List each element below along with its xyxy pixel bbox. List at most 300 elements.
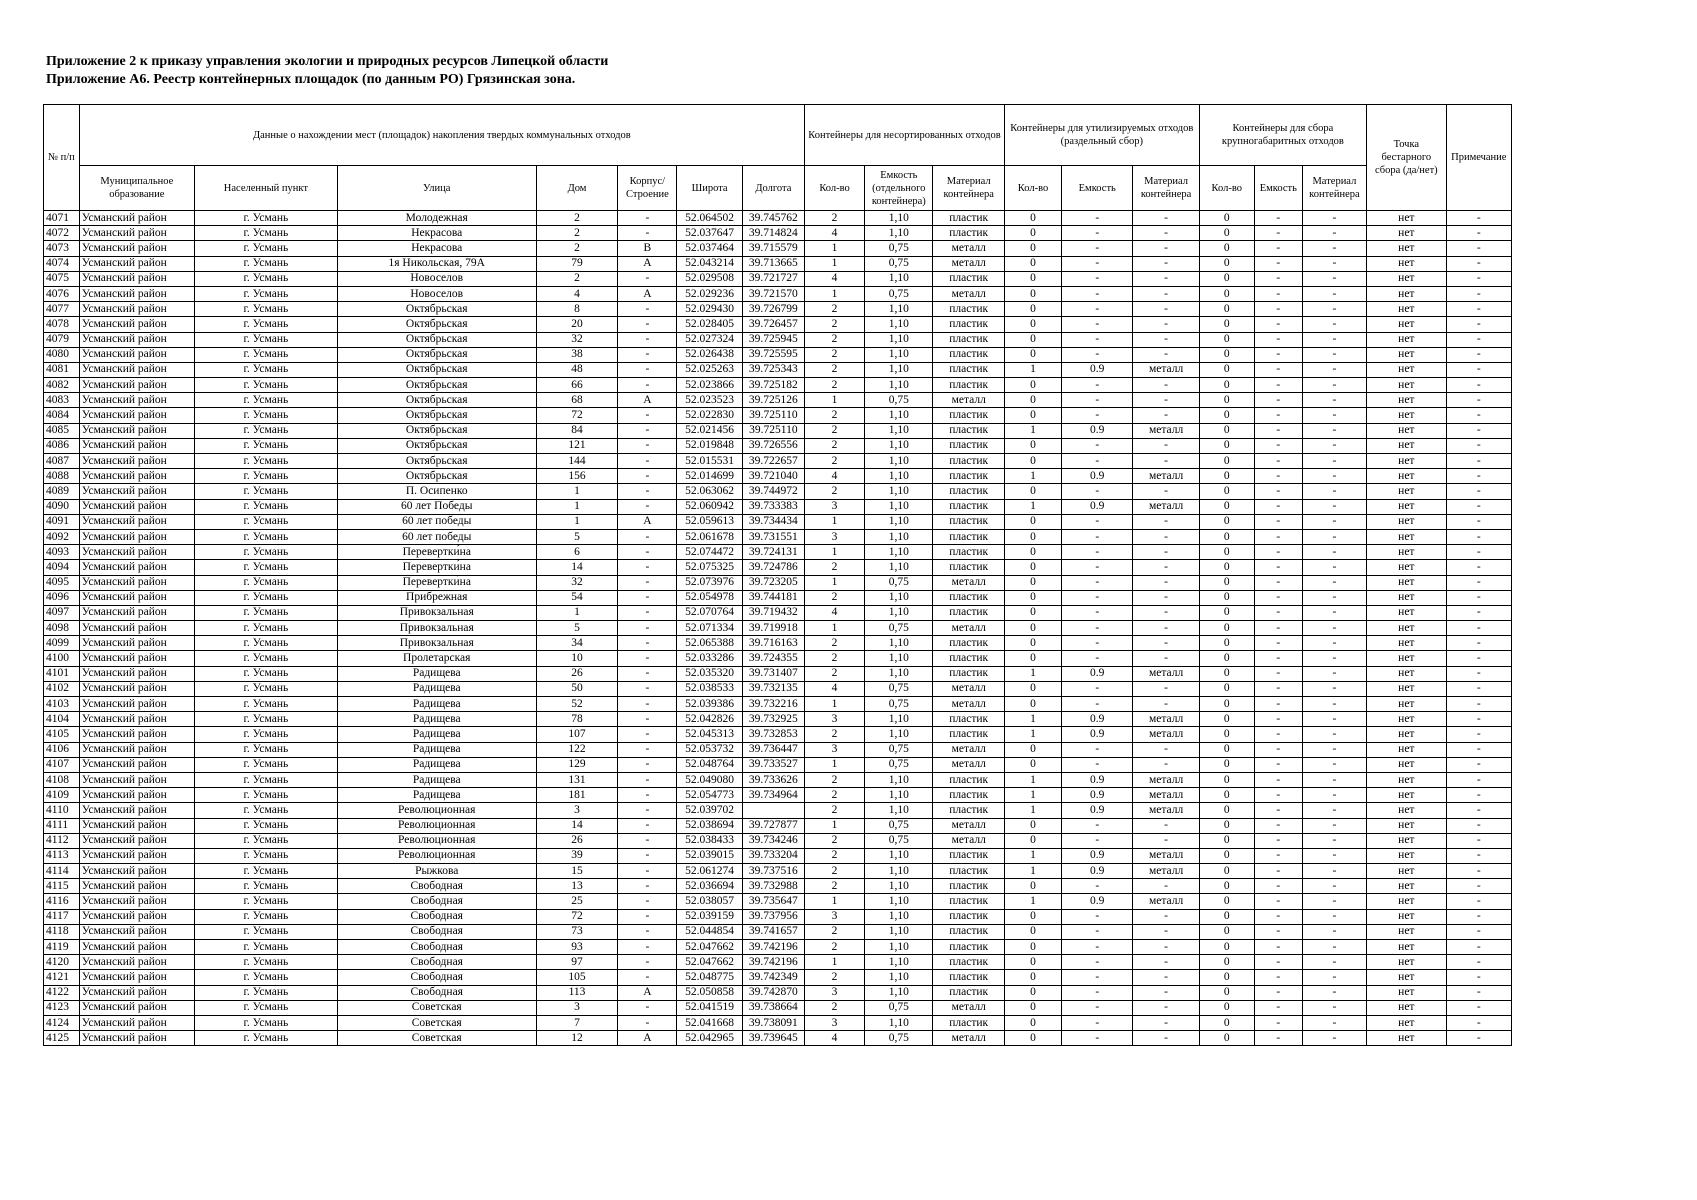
unsorted-capacity-cell: 1,10 [865, 955, 933, 970]
municipality-cell: Усманский район [79, 226, 194, 241]
bulky-material-cell: - [1302, 727, 1366, 742]
recyclable-material-cell: - [1133, 560, 1199, 575]
recyclable-capacity-cell: - [1062, 529, 1133, 544]
settlement-cell: г. Усмань [194, 454, 337, 469]
longitude-cell: 39.739645 [742, 1031, 804, 1046]
bulky-material-cell: - [1302, 529, 1366, 544]
unsorted-capacity-cell: 0,75 [865, 256, 933, 271]
house-cell: 78 [536, 712, 618, 727]
longitude-cell: 39.732925 [742, 712, 804, 727]
bulky-count-cell: 0 [1199, 833, 1254, 848]
settlement-cell: г. Усмань [194, 697, 337, 712]
unsorted-count-cell: 1 [804, 697, 864, 712]
unsorted-count-cell: 4 [804, 271, 864, 286]
municipality-cell: Усманский район [79, 666, 194, 681]
bulky-material-cell: - [1302, 469, 1366, 484]
header-bulky-group: Контейнеры для сбора крупногабаритных отходов [1199, 105, 1366, 166]
unsorted-material-cell: пластик [933, 909, 1004, 924]
latitude-cell: 52.022830 [677, 408, 742, 423]
house-cell: 2 [536, 226, 618, 241]
containerless-point-cell: нет [1367, 241, 1447, 256]
table-row [44, 940, 1512, 955]
note-cell: - [1446, 302, 1511, 317]
recyclable-material-cell: - [1133, 484, 1199, 499]
recyclable-capacity-cell: - [1062, 302, 1133, 317]
containerless-point-cell: нет [1367, 621, 1447, 636]
municipality-cell: Усманский район [79, 955, 194, 970]
containerless-point-cell: нет [1367, 788, 1447, 803]
table-row [44, 681, 1512, 696]
note-cell: - [1446, 438, 1511, 453]
bulky-count-cell: 0 [1199, 1031, 1254, 1046]
recyclable-material-cell: - [1133, 833, 1199, 848]
unsorted-capacity-cell: 0,75 [865, 757, 933, 772]
table-row [44, 985, 1512, 1000]
note-cell: - [1446, 393, 1511, 408]
unsorted-material-cell: пластик [933, 423, 1004, 438]
unsorted-count-cell: 2 [804, 1000, 864, 1015]
bulky-material-cell: - [1302, 985, 1366, 1000]
unsorted-count-cell: 3 [804, 1015, 864, 1030]
recyclable-capacity-cell: - [1062, 286, 1133, 301]
municipality-cell: Усманский район [79, 378, 194, 393]
recyclable-count-cell: 0 [1004, 833, 1061, 848]
latitude-cell: 52.037464 [677, 241, 742, 256]
street-cell: Рыжкова [337, 864, 536, 879]
unsorted-material-cell: пластик [933, 940, 1004, 955]
unsorted-count-cell: 1 [804, 286, 864, 301]
longitude-cell: 39.733626 [742, 772, 804, 787]
bulky-capacity-cell: - [1254, 226, 1302, 241]
unsorted-count-cell: 1 [804, 393, 864, 408]
building-cell: В [618, 241, 677, 256]
recyclable-capacity-cell: 0.9 [1062, 423, 1133, 438]
building-cell: - [618, 347, 677, 362]
row-number-cell: 4073 [44, 241, 80, 256]
unsorted-count-cell: 2 [804, 454, 864, 469]
latitude-cell: 52.042965 [677, 1031, 742, 1046]
bulky-capacity-cell: - [1254, 924, 1302, 939]
bulky-material-cell: - [1302, 302, 1366, 317]
bulky-material-cell: - [1302, 378, 1366, 393]
longitude-cell: 39.724131 [742, 545, 804, 560]
header-latitude: Широта [677, 166, 742, 211]
row-number-cell: 4074 [44, 256, 80, 271]
latitude-cell: 52.043214 [677, 256, 742, 271]
note-cell: - [1446, 560, 1511, 575]
unsorted-material-cell: пластик [933, 408, 1004, 423]
bulky-material-cell: - [1302, 651, 1366, 666]
latitude-cell: 52.035320 [677, 666, 742, 681]
unsorted-material-cell: пластик [933, 970, 1004, 985]
latitude-cell: 52.048764 [677, 757, 742, 772]
municipality-cell: Усманский район [79, 940, 194, 955]
longitude-cell: 39.716163 [742, 636, 804, 651]
recyclable-material-cell: - [1133, 605, 1199, 620]
building-cell: - [618, 302, 677, 317]
recyclable-capacity-cell: 0.9 [1062, 788, 1133, 803]
settlement-cell: г. Усмань [194, 393, 337, 408]
containerless-point-cell: нет [1367, 833, 1447, 848]
bulky-capacity-cell: - [1254, 514, 1302, 529]
building-cell: - [618, 545, 677, 560]
table-row [44, 423, 1512, 438]
recyclable-capacity-cell: - [1062, 697, 1133, 712]
unsorted-capacity-cell: 0,75 [865, 1000, 933, 1015]
municipality-cell: Усманский район [79, 970, 194, 985]
bulky-material-cell: - [1302, 742, 1366, 757]
house-cell: 20 [536, 317, 618, 332]
longitude-cell: 39.726457 [742, 317, 804, 332]
settlement-cell: г. Усмань [194, 681, 337, 696]
house-cell: 4 [536, 286, 618, 301]
building-cell: - [618, 423, 677, 438]
note-cell: - [1446, 241, 1511, 256]
note-cell: - [1446, 575, 1511, 590]
bulky-material-cell: - [1302, 347, 1366, 362]
recyclable-count-cell: 0 [1004, 211, 1061, 226]
recyclable-count-cell: 0 [1004, 970, 1061, 985]
longitude-cell: 39.722657 [742, 454, 804, 469]
house-cell: 79 [536, 256, 618, 271]
longitude-cell: 39.719918 [742, 621, 804, 636]
row-number-cell: 4078 [44, 317, 80, 332]
street-cell: Октябрьская [337, 423, 536, 438]
unsorted-capacity-cell: 1,10 [865, 545, 933, 560]
unsorted-capacity-cell: 1,10 [865, 211, 933, 226]
recyclable-material-cell: - [1133, 393, 1199, 408]
building-cell: А [618, 985, 677, 1000]
note-cell: - [1446, 955, 1511, 970]
recyclable-capacity-cell: 0.9 [1062, 666, 1133, 681]
building-cell: А [618, 1031, 677, 1046]
recyclable-material-cell: - [1133, 575, 1199, 590]
recyclable-capacity-cell: - [1062, 879, 1133, 894]
settlement-cell: г. Усмань [194, 788, 337, 803]
settlement-cell: г. Усмань [194, 818, 337, 833]
building-cell: - [618, 378, 677, 393]
longitude-cell: 39.744972 [742, 484, 804, 499]
bulky-count-cell: 0 [1199, 347, 1254, 362]
note-cell: - [1446, 529, 1511, 544]
table-row [44, 772, 1512, 787]
latitude-cell: 52.048775 [677, 970, 742, 985]
unsorted-capacity-cell: 1,10 [865, 864, 933, 879]
street-cell: Революционная [337, 803, 536, 818]
recyclable-count-cell: 0 [1004, 697, 1061, 712]
settlement-cell: г. Усмань [194, 423, 337, 438]
longitude-cell: 39.714824 [742, 226, 804, 241]
longitude-cell: 39.742196 [742, 955, 804, 970]
street-cell: Октябрьская [337, 317, 536, 332]
recyclable-capacity-cell: - [1062, 408, 1133, 423]
bulky-material-cell: - [1302, 484, 1366, 499]
bulky-capacity-cell: - [1254, 302, 1302, 317]
bulky-capacity-cell: - [1254, 423, 1302, 438]
street-cell: Свободная [337, 879, 536, 894]
containerless-point-cell: нет [1367, 651, 1447, 666]
unsorted-count-cell: 1 [804, 757, 864, 772]
recyclable-capacity-cell: 0.9 [1062, 727, 1133, 742]
containerless-point-cell: нет [1367, 362, 1447, 377]
header-street: Улица [337, 166, 536, 211]
street-cell: П. Осипенко [337, 484, 536, 499]
recyclable-material-cell: металл [1133, 712, 1199, 727]
note-cell: - [1446, 226, 1511, 241]
bulky-capacity-cell: - [1254, 332, 1302, 347]
house-cell: 50 [536, 681, 618, 696]
street-cell: Октябрьская [337, 362, 536, 377]
recyclable-material-cell: - [1133, 621, 1199, 636]
recyclable-material-cell: - [1133, 818, 1199, 833]
recyclable-material-cell: - [1133, 590, 1199, 605]
unsorted-material-cell: пластик [933, 454, 1004, 469]
recyclable-count-cell: 0 [1004, 302, 1061, 317]
unsorted-material-cell: металл [933, 681, 1004, 696]
note-cell: - [1446, 985, 1511, 1000]
recyclable-capacity-cell: - [1062, 757, 1133, 772]
street-cell: Пролетарская [337, 651, 536, 666]
unsorted-capacity-cell: 0,75 [865, 818, 933, 833]
unsorted-capacity-cell: 1,10 [865, 985, 933, 1000]
latitude-cell: 52.039159 [677, 909, 742, 924]
bulky-count-cell: 0 [1199, 848, 1254, 863]
row-number-cell: 4112 [44, 833, 80, 848]
recyclable-count-cell: 0 [1004, 545, 1061, 560]
building-cell: - [618, 651, 677, 666]
containerless-point-cell: нет [1367, 408, 1447, 423]
recyclable-capacity-cell: - [1062, 651, 1133, 666]
street-cell: Октябрьская [337, 454, 536, 469]
longitude-cell: 39.737516 [742, 864, 804, 879]
street-cell: Свободная [337, 894, 536, 909]
containerless-point-cell: нет [1367, 514, 1447, 529]
latitude-cell: 52.054978 [677, 590, 742, 605]
recyclable-count-cell: 0 [1004, 438, 1061, 453]
municipality-cell: Усманский район [79, 286, 194, 301]
note-cell: - [1446, 378, 1511, 393]
unsorted-count-cell: 3 [804, 909, 864, 924]
longitude-cell: 39.741657 [742, 924, 804, 939]
table-row [44, 286, 1512, 301]
row-number-cell: 4100 [44, 651, 80, 666]
note-cell: - [1446, 848, 1511, 863]
bulky-capacity-cell: - [1254, 970, 1302, 985]
note-cell: - [1446, 317, 1511, 332]
street-cell: Радищева [337, 757, 536, 772]
settlement-cell: г. Усмань [194, 332, 337, 347]
unsorted-material-cell: пластик [933, 560, 1004, 575]
note-cell: - [1446, 605, 1511, 620]
unsorted-count-cell: 2 [804, 408, 864, 423]
unsorted-capacity-cell: 1,10 [865, 894, 933, 909]
unsorted-count-cell: 3 [804, 742, 864, 757]
note-cell: - [1446, 651, 1511, 666]
settlement-cell: г. Усмань [194, 408, 337, 423]
table-row [44, 712, 1512, 727]
bulky-material-cell: - [1302, 924, 1366, 939]
unsorted-material-cell: металл [933, 742, 1004, 757]
municipality-cell: Усманский район [79, 803, 194, 818]
bulky-capacity-cell: - [1254, 575, 1302, 590]
recyclable-count-cell: 1 [1004, 423, 1061, 438]
longitude-cell: 39.733204 [742, 848, 804, 863]
row-number-cell: 4090 [44, 499, 80, 514]
municipality-cell: Усманский район [79, 924, 194, 939]
recyclable-count-cell: 0 [1004, 605, 1061, 620]
bulky-count-cell: 0 [1199, 1015, 1254, 1030]
recyclable-count-cell: 0 [1004, 241, 1061, 256]
longitude-cell: 39.727877 [742, 818, 804, 833]
table-row [44, 529, 1512, 544]
bulky-capacity-cell: - [1254, 256, 1302, 271]
row-number-cell: 4125 [44, 1031, 80, 1046]
latitude-cell: 52.045313 [677, 727, 742, 742]
building-cell: - [618, 848, 677, 863]
municipality-cell: Усманский район [79, 864, 194, 879]
municipality-cell: Усманский район [79, 727, 194, 742]
latitude-cell: 52.073976 [677, 575, 742, 590]
unsorted-material-cell: пластик [933, 226, 1004, 241]
bulky-material-cell: - [1302, 940, 1366, 955]
recyclable-count-cell: 0 [1004, 332, 1061, 347]
unsorted-capacity-cell: 1,10 [865, 529, 933, 544]
municipality-cell: Усманский район [79, 362, 194, 377]
row-number-cell: 4104 [44, 712, 80, 727]
municipality-cell: Усманский район [79, 302, 194, 317]
unsorted-count-cell: 2 [804, 651, 864, 666]
house-cell: 54 [536, 590, 618, 605]
bulky-capacity-cell: - [1254, 833, 1302, 848]
house-cell: 121 [536, 438, 618, 453]
settlement-cell: г. Усмань [194, 514, 337, 529]
house-cell: 26 [536, 833, 618, 848]
containerless-point-cell: нет [1367, 1015, 1447, 1030]
settlement-cell: г. Усмань [194, 271, 337, 286]
municipality-cell: Усманский район [79, 438, 194, 453]
building-cell: - [618, 727, 677, 742]
latitude-cell: 52.021456 [677, 423, 742, 438]
street-cell: Свободная [337, 985, 536, 1000]
house-cell: 39 [536, 848, 618, 863]
recyclable-count-cell: 0 [1004, 757, 1061, 772]
recyclable-count-cell: 0 [1004, 1000, 1061, 1015]
note-cell: - [1446, 469, 1511, 484]
street-cell: Молодежная [337, 211, 536, 226]
note-cell: - [1446, 621, 1511, 636]
note-cell: - [1446, 286, 1511, 301]
latitude-cell: 52.033286 [677, 651, 742, 666]
note-cell: - [1446, 1031, 1511, 1046]
containerless-point-cell: нет [1367, 378, 1447, 393]
bulky-count-cell: 0 [1199, 499, 1254, 514]
building-cell: - [618, 605, 677, 620]
bulky-capacity-cell: - [1254, 1000, 1302, 1015]
table-row [44, 484, 1512, 499]
street-cell: Радищева [337, 666, 536, 681]
bulky-material-cell: - [1302, 1000, 1366, 1015]
unsorted-material-cell: пластик [933, 636, 1004, 651]
row-number-cell: 4119 [44, 940, 80, 955]
municipality-cell: Усманский район [79, 499, 194, 514]
unsorted-count-cell: 2 [804, 970, 864, 985]
latitude-cell: 52.060942 [677, 499, 742, 514]
recyclable-count-cell: 1 [1004, 772, 1061, 787]
longitude-cell: 39.734246 [742, 833, 804, 848]
unsorted-material-cell: металл [933, 256, 1004, 271]
unsorted-material-cell: пластик [933, 378, 1004, 393]
bulky-capacity-cell: - [1254, 803, 1302, 818]
unsorted-count-cell: 2 [804, 362, 864, 377]
table-row [44, 590, 1512, 605]
header-bulky-count: Кол-во [1199, 166, 1254, 211]
house-cell: 144 [536, 454, 618, 469]
row-number-cell: 4087 [44, 454, 80, 469]
building-cell: - [618, 970, 677, 985]
recyclable-capacity-cell: - [1062, 378, 1133, 393]
recyclable-material-cell: металл [1133, 864, 1199, 879]
bulky-capacity-cell: - [1254, 560, 1302, 575]
table-row [44, 362, 1512, 377]
street-cell: Перевертки́на [337, 575, 536, 590]
containerless-point-cell: нет [1367, 818, 1447, 833]
street-cell: Свободная [337, 940, 536, 955]
street-cell: Октябрьская [337, 469, 536, 484]
note-cell: - [1446, 256, 1511, 271]
bulky-count-cell: 0 [1199, 590, 1254, 605]
recyclable-count-cell: 0 [1004, 636, 1061, 651]
recyclable-material-cell: металл [1133, 423, 1199, 438]
unsorted-material-cell: пластик [933, 864, 1004, 879]
bulky-material-cell: - [1302, 970, 1366, 985]
bulky-capacity-cell: - [1254, 651, 1302, 666]
unsorted-capacity-cell: 1,10 [865, 1015, 933, 1030]
bulky-material-cell: - [1302, 286, 1366, 301]
house-cell: 181 [536, 788, 618, 803]
settlement-cell: г. Усмань [194, 970, 337, 985]
table-row [44, 727, 1512, 742]
longitude-cell: 39.719432 [742, 605, 804, 620]
municipality-cell: Усманский район [79, 909, 194, 924]
unsorted-capacity-cell: 0,75 [865, 393, 933, 408]
municipality-cell: Усманский район [79, 317, 194, 332]
recyclable-capacity-cell: - [1062, 393, 1133, 408]
table-row [44, 833, 1512, 848]
municipality-cell: Усманский район [79, 636, 194, 651]
municipality-cell: Усманский район [79, 788, 194, 803]
recyclable-capacity-cell: 0.9 [1062, 499, 1133, 514]
containerless-point-cell: нет [1367, 590, 1447, 605]
recyclable-material-cell: - [1133, 256, 1199, 271]
table-row [44, 879, 1512, 894]
bulky-capacity-cell: - [1254, 529, 1302, 544]
recyclable-count-cell: 0 [1004, 286, 1061, 301]
longitude-cell: 39.721727 [742, 271, 804, 286]
building-cell: - [618, 681, 677, 696]
latitude-cell: 52.063062 [677, 484, 742, 499]
house-cell: 14 [536, 818, 618, 833]
longitude-cell: 39.731551 [742, 529, 804, 544]
bulky-capacity-cell: - [1254, 545, 1302, 560]
recyclable-capacity-cell: 0.9 [1062, 864, 1133, 879]
row-number-cell: 4124 [44, 1015, 80, 1030]
house-cell: 1 [536, 514, 618, 529]
street-cell: Прибрежная [337, 590, 536, 605]
recyclable-material-cell: - [1133, 286, 1199, 301]
settlement-cell: г. Усмань [194, 651, 337, 666]
unsorted-capacity-cell: 1,10 [865, 651, 933, 666]
house-cell: 72 [536, 909, 618, 924]
